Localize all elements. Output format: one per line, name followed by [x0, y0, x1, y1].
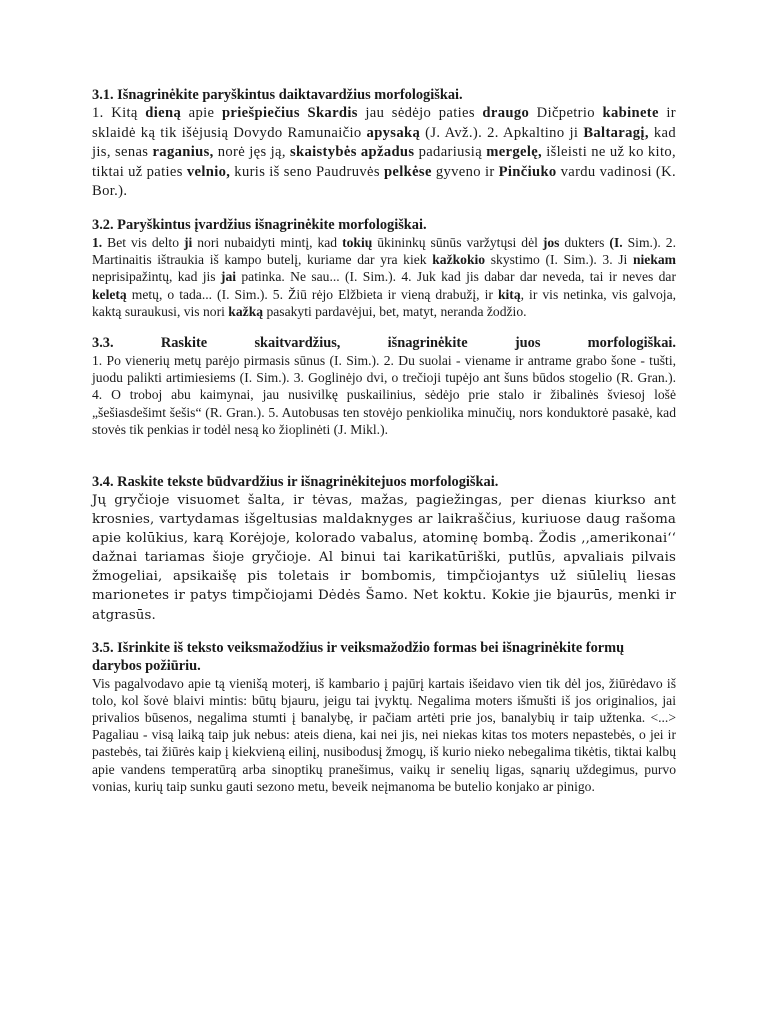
section-body [92, 675, 676, 795]
text-run: pasakyti pardavėjui, bet, matyt, neranda žodžio. [263, 303, 527, 319]
emphasized-word: ji [183, 234, 193, 250]
emphasized-word: niekam [632, 252, 677, 268]
emphasized-word: raganius, [152, 144, 214, 161]
section-body [92, 234, 676, 320]
emphasized-word: kitą [497, 286, 521, 302]
text-run: kad jis, senas [92, 124, 676, 161]
text-run: Dičpetrio [529, 105, 603, 121]
text-run: išleisti ne už ko kito, tiktai už paties [92, 144, 676, 180]
section-3-4 [92, 473, 676, 625]
section-body [92, 352, 676, 438]
emphasized-word: Baltaragį, [583, 124, 649, 141]
emphasized-word: kažkokio [432, 252, 486, 268]
section-heading: 3.2. Paryškintus įvardžius išnagrinėkite morfologiškai. [92, 216, 427, 233]
section-3-3 [92, 334, 676, 438]
text-run: gyveno ir [431, 163, 499, 180]
emphasized-word: jos [542, 234, 560, 250]
document-content [92, 86, 676, 809]
text-run: vardu vadinosi (K. Bor.). [92, 163, 677, 200]
text-run: nori nubaidyti mintį, kad [192, 234, 343, 250]
text-run: dukters [559, 234, 610, 250]
emphasized-word: (I. [609, 234, 623, 250]
text-run: patinka. Ne sau... (I. Sim.). 4. Juk kad jis dabar dar neveda, tai ir neves dar [236, 269, 676, 285]
emphasized-word: 1. [92, 234, 103, 250]
text-run: jau sėdėjo paties [357, 105, 483, 121]
text-run: kuris iš seno Paudruvės [230, 163, 384, 180]
section-body [92, 491, 676, 625]
emphasized-word: mergelę, [486, 144, 543, 161]
emphasized-word: kabinete [602, 105, 659, 121]
text-run: Vis pagalvodavo apie tą vienišą moterį, iš kambario į pajūrį kartais išeidavo vien tik dėl jos, žiūrėdavo iš tolo, kol šovė blaivi mintis: būtų bjauru, jeigu tai įvyktų. Negalima moters išmušti iš jos originalios, jai privalios būsenos, negalima stumti į banalybę, ir pačiam artėti prie jos, banalybių ir taip užtenka. <...> Pagaliau - visą laiką taip juk nebus: ateis diena, kai nei jis, nei niekas kitas tos moters nepastebės, o jei ir pastebės, tai žiūrės kaip į kiekvieną eilinį, nusibodusį žmogų, iš kurio nieko nebegalima tikėtis, tiktai kalbų apie vandens temperatūrą arba sinoptikų pranešimus, vaikų ir senelių ligas, sąnarių uždegimus, purvo vonias, kurių taip sunku gauti sezono metu, beveik neįmanoma be butelio konjako ar pinigo. [92, 675, 676, 794]
emphasized-word: keletą [92, 286, 127, 302]
text-run: ūkininkų sūnūs varžytųsi dėl [372, 234, 543, 250]
section-heading: 3.3. Raskite skaitvardžius, išnagrinėkite juos morfologiškai. [92, 334, 676, 351]
text-run: Bet vis delto [102, 234, 184, 250]
section-heading: 3.5. Išrinkite iš teksto veiksmažodžius ir veiksmažodžio formas bei išnagrinėkite formų darybos požiūriu. [92, 639, 625, 674]
text-run: neprisipažintų, kad jis [92, 269, 221, 285]
emphasized-word: priešpiečius [221, 105, 300, 121]
emphasized-word: jai [220, 269, 237, 285]
text-run: norė jęs ją, [213, 144, 290, 161]
emphasized-word: draugo [482, 105, 530, 121]
emphasized-word: tokių [342, 234, 373, 250]
text-run: Jų gryčioje visuomet šalta, ir tėvas, mažas, pagiežingas, per dienas kiurkso ant krosnies, vartydamas išgeltusias maldaknyges ar laikraščius, kuriuose daug rašoma apie kolūkius, karą Korėjoje, kolorado vabalus, atominę bombą. Žodis ,,amerikonai‘‘ dažnai tariamas šioje gryčioje. Al binui tai karikatūriški, putlūs, apvaliais pilvais žmogeliai, apsikaišę pis toletais ir bombomis, timpčiojantys už siūlelių liesas marionetes ir patys timpčiojami Dėdės Šamo. Net koktu. Kokie jie bjaurūs, menki ir atgrasūs. [92, 493, 676, 623]
emphasized-word: Pinčiuko [498, 163, 557, 180]
emphasized-word: Skardis [307, 105, 358, 121]
section-heading: 3.4. Raskite tekste būdvardžius ir išnagrinėkitejuos morfologiškai. [92, 474, 499, 490]
emphasized-word: skaistybės apžadus [289, 144, 415, 161]
text-run: apie [181, 105, 222, 121]
section-3-1 [92, 86, 676, 202]
text-run: (J. Avž.). 2. Apkaltino ji [420, 124, 584, 141]
text-run: 1. Po vienerių metų parėjo pirmasis sūnus (I. Sim.). 2. Du suolai - viename ir antrame grabo šone - tušti, juodu palikti artimiesiems (I. Sim.). 3. Goglinėjo dvi, o trečioji tupėjo ant šuns būdos stogelio (R. Gran.). 4. O troboj abu kaimynai, jau nusivilkę puskailinius, sėdėjo prie stalo ir žibalinės šviesoj lošė „šešiasdešimt šešis“ (R. Gran.). 5. Autobusas ten stovėjo penkiolika minučių, nors konduktorė pasakė, kad stovės tik penkias ir todėl nesą ko žioplinėti (J. Mikl.). [92, 352, 676, 437]
emphasized-word: pelkėse [383, 163, 432, 180]
text-run: padariusią [414, 144, 487, 161]
emphasized-word: velnio, [186, 163, 231, 180]
text-run: ir sklaidė ką tik išėjusią Dovydo Ramunaičio [92, 105, 676, 141]
emphasized-word: apysaką [366, 124, 421, 141]
emphasized-word: dieną [145, 105, 182, 121]
section-heading: 3.1. Išnagrinėkite paryškintus daiktavardžius morfologiškai. [92, 87, 463, 103]
section-3-5 [92, 639, 676, 795]
section-body [92, 104, 676, 202]
text-run: 1. Kitą [92, 105, 146, 121]
section-3-2 [92, 216, 676, 320]
text-run: , ir vis netinka, vis galvoja, kaktą suraukusi, vis nori [92, 286, 677, 319]
emphasized-word: kažką [228, 303, 264, 319]
text-run: metų, o tada... (I. Sim.). 5. Žiū rėjo Elžbieta ir vieną drabužį, ir [126, 286, 498, 302]
text-run: Sim.). 2. Martinaitis ištraukia iš kampo butelį, kuriame dar yra kiek [92, 234, 676, 268]
text-run: skystimo (I. Sim.). 3. Ji [485, 252, 633, 268]
